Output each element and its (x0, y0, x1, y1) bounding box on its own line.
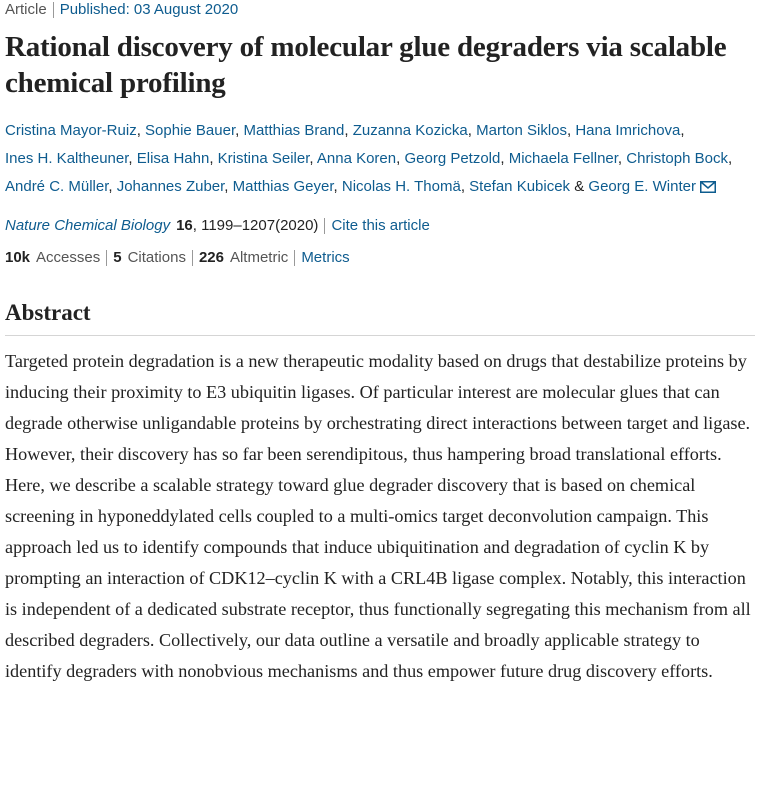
author-link[interactable]: Sophie Bauer (145, 122, 236, 139)
abstract-body: Targeted protein degradation is a new therapeutic modality based on drugs that destabilize proteins by inducing their proximity to E3 ubiquitin ligases. Of particular interest are molecular glues that can degrade otherwise unligandable proteins by orchestrating direct interactions between target and ligase. However, their discovery has so far been serendipitous, thus hampering broad translational efforts. Here, we describe a scalable strategy toward glue degrader discovery that is based on chemical screening in hyponeddylated cells coupled to a multi-omics target deconvolution campaign. This approach led us to identify compounds that induce ubiquitination and degradation of cyclin K by prompting an interaction of CDK12–cyclin K with a CRL4B ligase complex. Notably, this interaction is independent of a dedicated substrate receptor, thus functionally segregating this mechanism from all described degraders. Collectively, our data outline a versatile and broadly applicable strategy to identify degraders with nonobvious mechanisms and thus empower future drug discovery efforts. (5, 351, 751, 681)
article-title: Rational discovery of molecular glue degraders via scalable chemical profiling (5, 31, 727, 99)
author-link[interactable]: Christoph Bock (626, 150, 728, 167)
article-metrics (5, 248, 755, 268)
published-date: Published: 03 August 2020 (59, 1, 239, 18)
altmetric-score: 226 (198, 249, 224, 266)
abstract-heading: Abstract (5, 299, 755, 336)
author-link[interactable]: Johannes Zuber (116, 178, 225, 195)
metrics-link[interactable]: Metrics (301, 249, 350, 266)
divider (53, 2, 54, 18)
author-link[interactable]: Elisa Hahn (136, 150, 210, 167)
journal-pages: , 1199–1207(2020) (192, 217, 319, 234)
accesses-label: Accesses (36, 249, 101, 266)
journal-link[interactable]: Nature Chemical Biology (5, 217, 171, 234)
accesses-count: 10k (5, 249, 31, 266)
author-ampersand: & (574, 178, 585, 195)
author-link[interactable]: Ines H. Kaltheuner (5, 150, 129, 167)
author-link[interactable]: Hana Imrichova (575, 122, 681, 139)
divider (324, 218, 325, 234)
author-link[interactable]: Marton Siklos (476, 122, 567, 139)
divider (294, 250, 295, 266)
author-link[interactable]: Georg E. Winter (588, 178, 696, 195)
author-link[interactable]: Cristina Mayor-Ruiz (5, 122, 137, 139)
citation-info (5, 216, 755, 236)
divider (106, 250, 107, 266)
author-link[interactable]: Georg Petzold (404, 150, 501, 167)
author-link[interactable]: Michaela Fellner (508, 150, 618, 167)
article-type: Article (5, 1, 47, 18)
citations-count: 5 (113, 249, 122, 266)
author-link[interactable]: Anna Koren (316, 150, 397, 167)
author-link[interactable]: André C. Müller (5, 178, 109, 195)
cite-article-link[interactable]: Cite this article (331, 217, 430, 234)
author-link[interactable]: Matthias Brand (243, 122, 345, 139)
author-list: Cristina Mayor-Ruiz, Sophie Bauer, Matthias Brand, Zuzanna Kozicka, Marton Siklos, Hana Imrichova, Ines H. Kaltheuner, Elisa Hahn, Kristina Seiler, Anna Koren, Georg Petzold, Michaela Fellner, Christoph Bock, André C. Müller, Johannes Zuber, Matthias Geyer, Nicolas H. Thomä, Stefan Kubicek & Georg E. Winter (5, 117, 755, 203)
journal-volume: 16 (176, 217, 193, 234)
author-link[interactable]: Zuzanna Kozicka (352, 122, 468, 139)
author-link[interactable]: Nicolas H. Thomä (341, 178, 461, 195)
divider (192, 250, 193, 266)
author-link[interactable]: Stefan Kubicek (469, 178, 571, 195)
article-meta (5, 0, 755, 20)
author-link[interactable]: Kristina Seiler (217, 150, 310, 167)
author-link[interactable]: Matthias Geyer (232, 178, 334, 195)
envelope-icon[interactable] (700, 175, 716, 203)
altmetric-label: Altmetric (229, 249, 289, 266)
citations-label: Citations (127, 249, 186, 266)
